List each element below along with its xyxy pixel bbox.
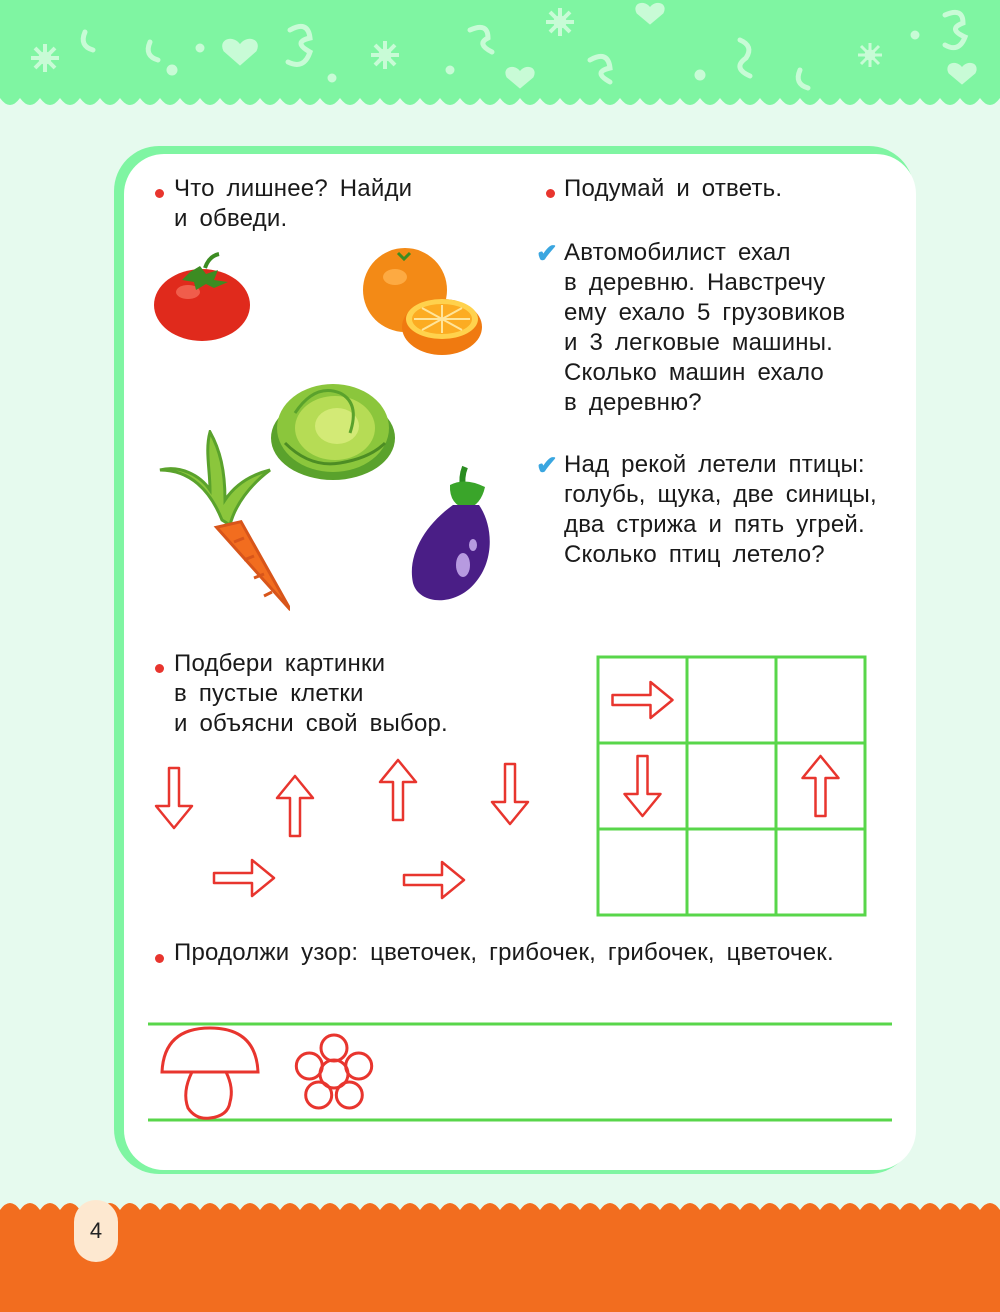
pattern-strip	[148, 1018, 894, 1124]
grid-cell-2-0[interactable]	[598, 829, 687, 915]
task-line: и объясни свой выбор.	[174, 710, 448, 737]
snowflake-decoration-icon	[371, 41, 399, 69]
eggplant-picture[interactable]	[405, 465, 500, 607]
snowflake-decoration-icon	[858, 43, 882, 67]
arrow-up-icon[interactable]	[803, 756, 839, 816]
grid-cell-2-1[interactable]	[687, 829, 776, 915]
carrot-picture[interactable]	[150, 430, 290, 620]
arrow-up-icon[interactable]	[380, 760, 416, 820]
checkmark-icon: ✔	[536, 450, 558, 480]
question-line: Автомобилист ехал	[564, 239, 791, 266]
question-line: Над рекой летели птицы:	[564, 451, 865, 478]
arrow-up-icon[interactable]	[277, 776, 313, 836]
orange-picture[interactable]	[360, 245, 485, 357]
arrow-down-icon[interactable]	[156, 768, 192, 828]
question-line: в деревню. Навстречу	[564, 269, 826, 296]
question-cars	[564, 238, 845, 418]
question-line: и 3 легковые машины.	[564, 329, 834, 356]
task-line: в пустые клетки	[174, 680, 364, 707]
grid-cell-0-2[interactable]	[776, 657, 865, 743]
task-think-title	[564, 174, 782, 204]
arrow-grid	[596, 655, 868, 919]
tomato-picture[interactable]	[150, 250, 260, 345]
task-pictures-text	[174, 649, 448, 739]
question-line: ему ехало 5 грузовиков	[564, 299, 846, 326]
task-line: Что лишнее? Найди	[174, 175, 413, 202]
question-birds	[564, 450, 877, 570]
arrow-down-icon[interactable]	[625, 756, 661, 816]
checkmark-icon: ✔	[536, 238, 558, 268]
task-pattern-text	[174, 938, 834, 968]
grid-cell-0-1[interactable]	[687, 657, 776, 743]
page-number: 4	[74, 1200, 118, 1262]
task-bullet	[546, 189, 555, 198]
footer-band	[0, 1203, 1000, 1312]
question-line: в деревню?	[564, 389, 702, 416]
task-line: Подбери картинки	[174, 650, 386, 677]
arrow-right-icon[interactable]	[214, 860, 274, 896]
task-line: Продолжи узор: цветочек, грибочек, грибочек, цветочек.	[174, 939, 834, 966]
task-odd-one-text	[174, 174, 412, 234]
question-line: два стрижа и пять угрей.	[564, 511, 865, 538]
grid-cell-2-2[interactable]	[776, 829, 865, 915]
flower-icon	[296, 1035, 371, 1108]
task-title-line: Подумай и ответь.	[564, 175, 783, 202]
arrow-down-icon[interactable]	[492, 764, 528, 824]
arrow-right-icon[interactable]	[404, 862, 464, 898]
task-bullet	[155, 189, 164, 198]
mushroom-icon	[162, 1028, 258, 1118]
question-line: Сколько птиц летело?	[564, 541, 825, 568]
grid-cell-1-1[interactable]	[687, 743, 776, 829]
arrow-right-icon[interactable]	[613, 682, 673, 718]
snowflake-decoration-icon	[546, 8, 574, 36]
arrow-options	[140, 750, 560, 920]
task-bullet	[155, 954, 164, 963]
task-bullet	[155, 664, 164, 673]
question-line: Сколько машин ехало	[564, 359, 824, 386]
question-line: голубь, щука, две синицы,	[564, 481, 877, 508]
snowflake-decoration-icon	[31, 44, 59, 72]
task-line: и обведи.	[174, 205, 288, 232]
